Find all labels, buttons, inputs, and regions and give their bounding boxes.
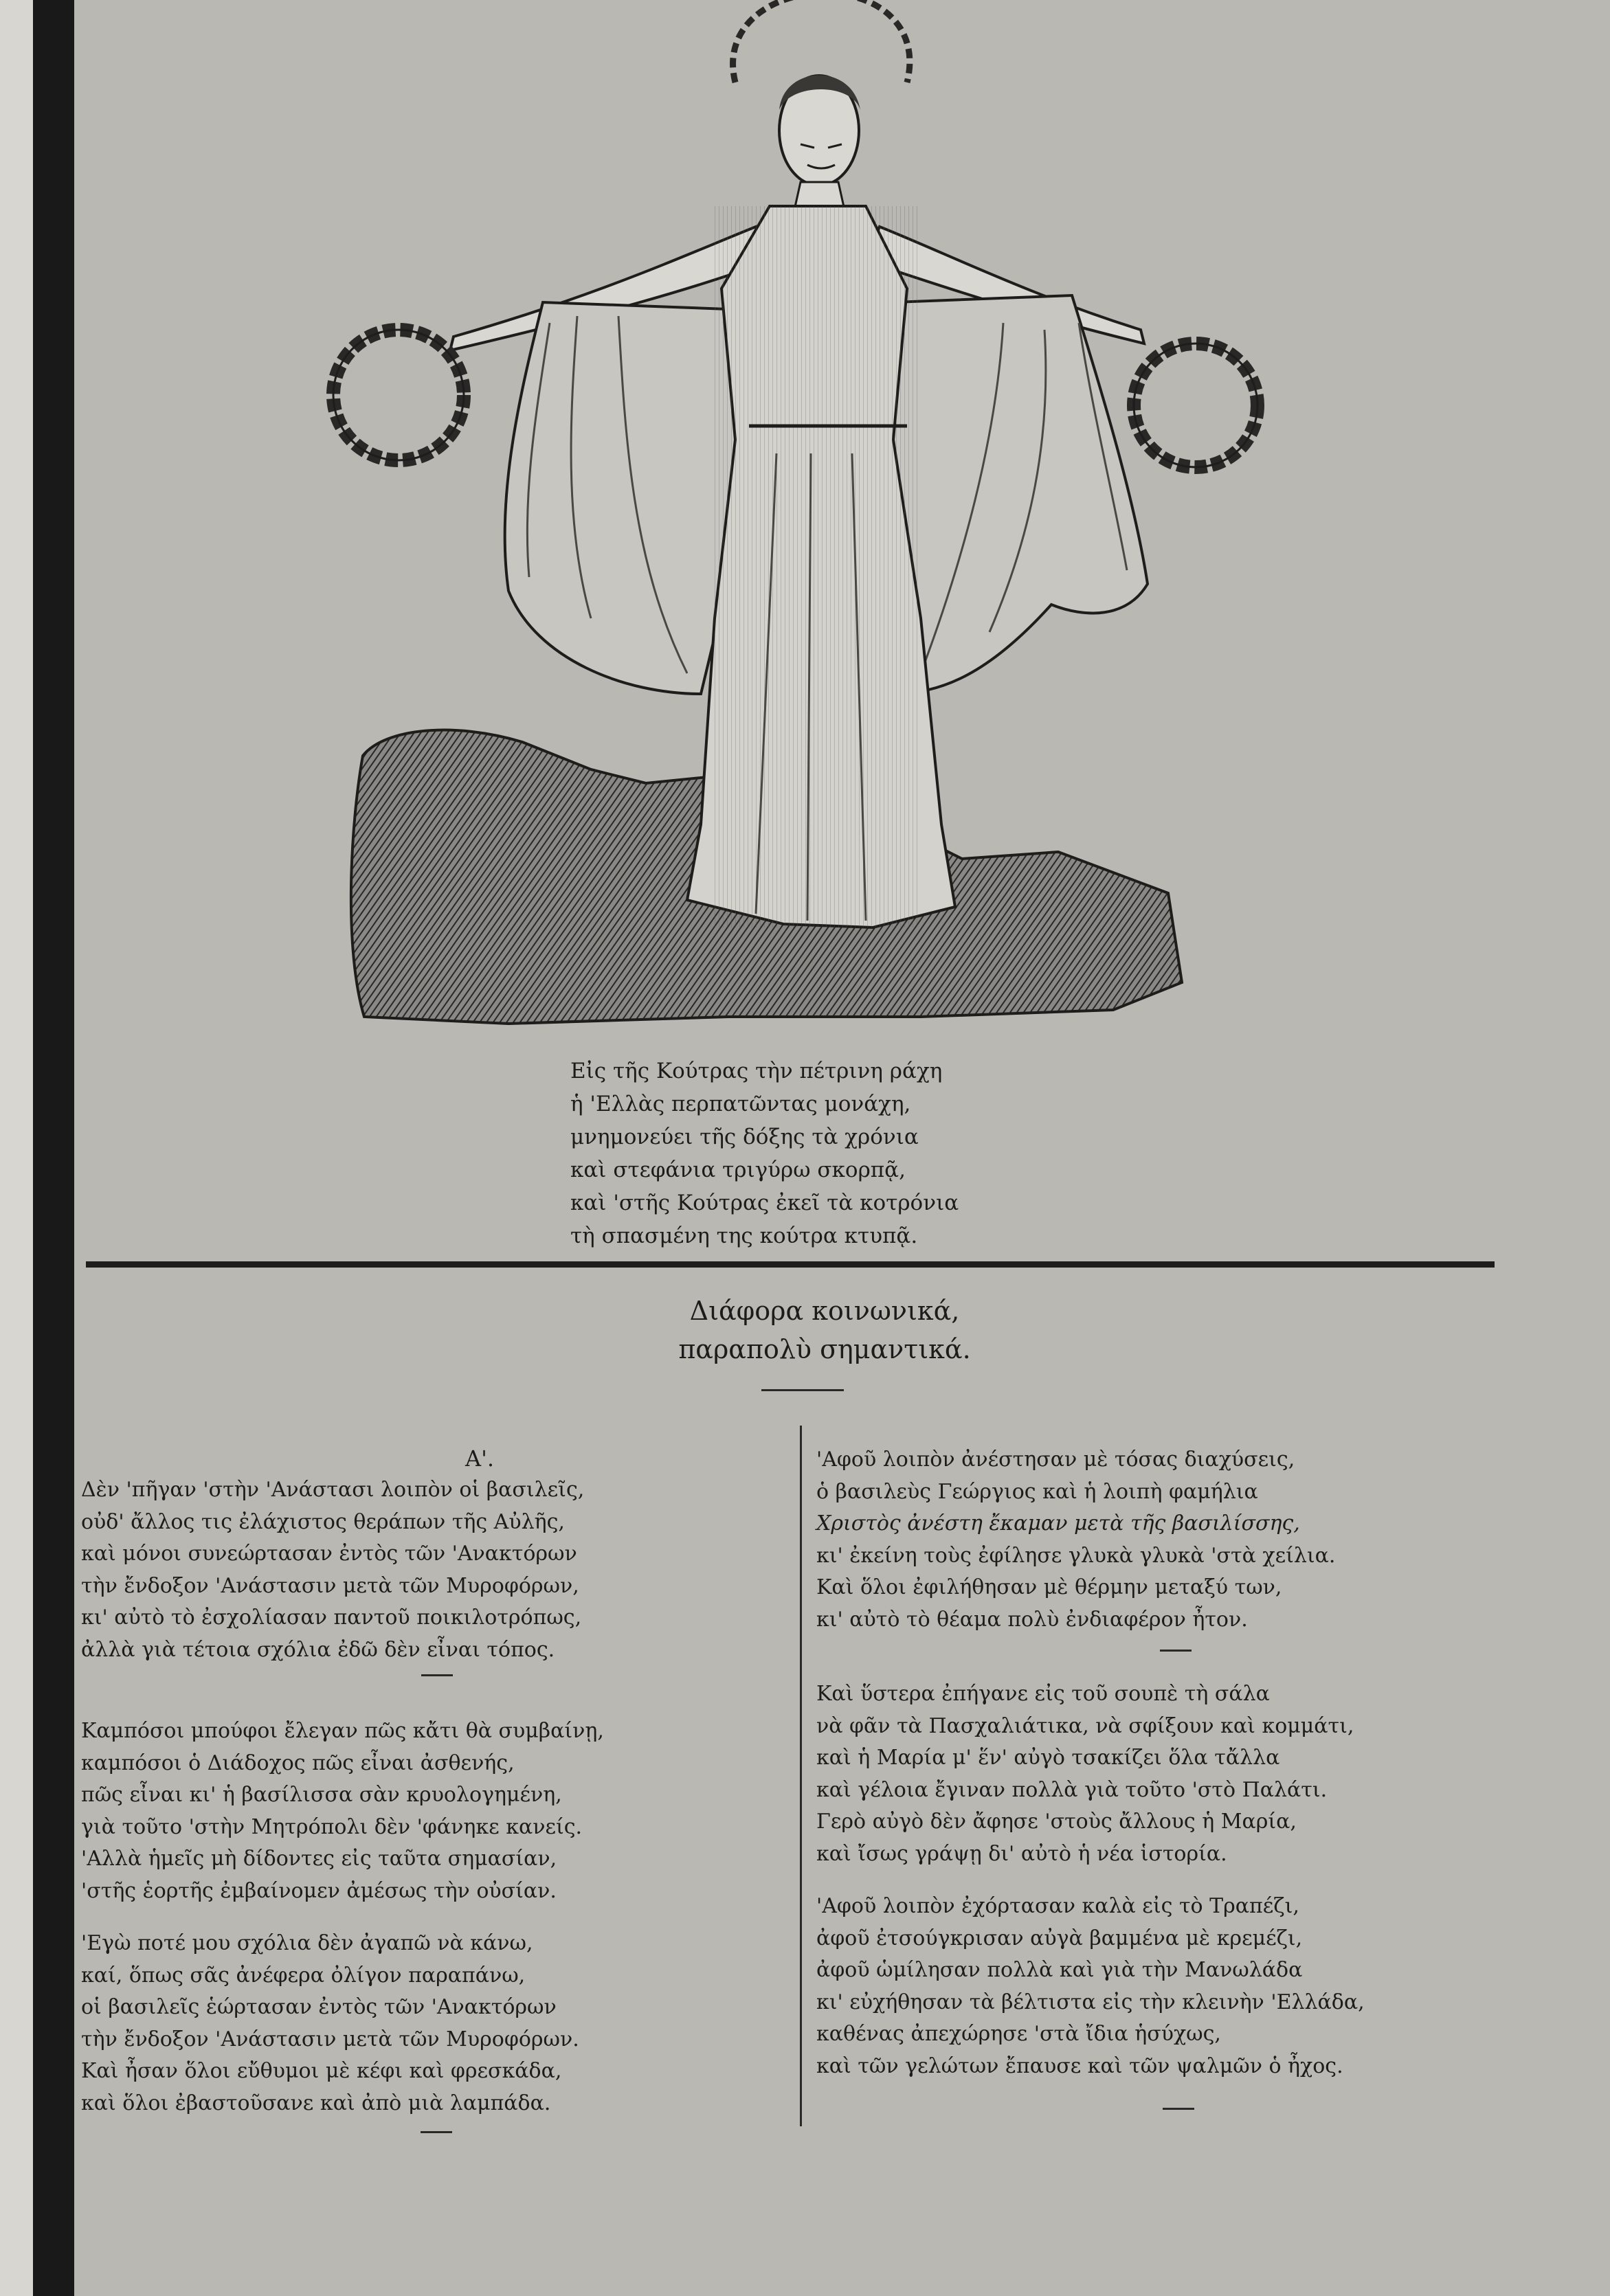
cloak-left (505, 302, 742, 694)
left-column-end-dash (421, 2131, 452, 2133)
verse-line: τὴν ἔνδοξον 'Ανάστασιν μετὰ τῶν Μυροφόρων, (81, 1573, 579, 1598)
verse-line: 'στῆς ἑορτῆς ἐμβαίνομεν ἀμέσως τὴν οὐσίαν. (81, 1878, 557, 1903)
stanza-gap (81, 1907, 782, 1928)
verse-line: Καὶ ἦσαν ὅλοι εὔθυμοι μὲ κέφι καὶ φρεσκάδα, (81, 2059, 562, 2083)
verse-line: καὶ γέλοια ἔγιναν πολλὰ γιὰ τοῦτο 'στὸ Παλάτι. (816, 1777, 1328, 1802)
caption-line: ἡ 'Ελλὰς περπατῶντας μονάχη, (570, 1092, 911, 1116)
verse-line: καὶ τῶν γελώτων ἔπαυσε καὶ τῶν ψαλμῶν ὁ ἦχος. (816, 2053, 1343, 2078)
verse-line: κι' ἐκείνη τοὺς ἐφίλησε γλυκὰ γλυκὰ 'στὰ χείλια. (816, 1543, 1336, 1568)
verse-line: καί, ὅπως σᾶς ἀνέφερα ὀλίγον παραπάνω, (81, 1963, 526, 1988)
stanza-separator (81, 1666, 782, 1715)
poem-caption (570, 1055, 1093, 1252)
horizontal-rule (86, 1261, 1495, 1268)
verse-line: Καὶ ὅλοι ἐφιλήθησαν μὲ θέρμην μεταξύ των, (816, 1575, 1282, 1599)
left-column (81, 1443, 782, 2119)
verse-line: Χριστὸς ἀνέστη ἔκαμαν μετὰ τῆς βασιλίσσης, (816, 1511, 1300, 1535)
verse-line: οὐδ' ἄλλος τις ἐλάχιστος θεράπων τῆς Αὐλῆς, (81, 1509, 565, 1534)
scan-margin (0, 0, 33, 2296)
engraving-hellas-figure (302, 0, 1278, 1031)
verse-line: ἀφοῦ ὡμίλησαν πολλὰ καὶ γιὰ τὴν Μανωλάδα (816, 1958, 1303, 1982)
right-column-end-dash (1163, 2108, 1194, 2110)
heading-underline (761, 1389, 844, 1391)
verse-line: νὰ φᾶν τὰ Πασχαλιάτικα, νὰ σφίξουν καὶ κομμάτι, (816, 1713, 1354, 1738)
verse-line: 'Αφοῦ λοιπὸν ἀνέστησαν μὲ τόσας διαχύσεις, (816, 1448, 1295, 1472)
verse-line: 'Αλλὰ ἡμεῖς μὴ δίδοντες εἰς ταῦτα σημασίαν, (81, 1847, 557, 1871)
verse-line: κι' αὐτὸ τὸ θέαμα πολὺ ἐνδιαφέρον ἦτον. (816, 1607, 1248, 1632)
caption-line: μνημονεύει τῆς δόξης τὰ χρόνια (570, 1125, 919, 1149)
verse-line: γιὰ τοῦτο 'στὴν Μητρόπολι δὲν 'φάνηκε κανείς. (81, 1814, 583, 1839)
verse-line: ἀφοῦ ἐτσούγκρισαν αὐγὰ βαμμένα μὲ κρεμέζι, (816, 1926, 1303, 1950)
halo-wreath (733, 0, 910, 82)
verse-line: κι' εὐχήθησαν τὰ βέλτιστα εἰς τὴν κλεινὴν 'Ελλάδα, (816, 1990, 1365, 2014)
verse-line: τὴν ἔνδοξον 'Ανάστασιν μετὰ τῶν Μυροφόρων. (81, 2027, 579, 2051)
verse-line: 'Εγὼ ποτέ μου σχόλια δὲν ἀγαπῶ νὰ κάνω, (81, 1931, 533, 1955)
column-divider (800, 1426, 802, 2126)
heading-line-1: Διάφορα κοινωνικά, (689, 1296, 960, 1326)
section-label: Α'. (465, 1445, 495, 1472)
verse-line: Καὶ ὕστερα ἐπήγανε εἰς τοῦ σουπὲ τὴ σάλα (816, 1682, 1270, 1706)
verse-line: καὶ ἡ Μαρία μ' ἕν' αὐγὸ τσακίζει ὅλα τἄλλα (816, 1746, 1280, 1770)
stanza-separator (816, 1636, 1531, 1678)
verse-line: Καμπόσοι μπούφοι ἔλεγαν πῶς κἄτι θὰ συμβαίνῃ, (81, 1719, 604, 1743)
verse-line: Δὲν 'πῆγαν 'στὴν 'Ανάστασι λοιπὸν οἱ βασιλεῖς, (81, 1478, 585, 1502)
verse-line: κι' αὐτὸ τὸ ἐσχολίασαν παντοῦ ποικιλοτρόπως, (81, 1606, 582, 1630)
book-binding-edge (33, 0, 74, 2296)
right-column (816, 1444, 1531, 2082)
verse-line: Γερὸ αὐγὸ δὲν ἄφησε 'στοὺς ἄλλους ἡ Μαρία, (816, 1810, 1297, 1834)
heading-line-2: παραπολὺ σημαντικά. (678, 1334, 971, 1364)
verse-line: ἀλλὰ γιὰ τέτοια σχόλια ἐδῶ δὲν εἶναι τόπος. (81, 1637, 555, 1662)
verse-line: καμπόσοι ὁ Διάδοχος πῶς εἶναι ἀσθενής, (81, 1751, 515, 1775)
verse-line: καὶ ὅλοι ἐβαστοῦσανε καὶ ἀπὸ μιὰ λαμπάδα. (81, 2091, 551, 2115)
verse-line: καὶ ἴσως γράψῃ δι' αὐτὸ ἡ νέα ἱστορία. (816, 1841, 1227, 1866)
verse-line: 'Αφοῦ λοιπὸν ἐχόρτασαν καλὰ εἰς τὸ Τραπέζι, (816, 1894, 1299, 1918)
article-heading (605, 1292, 1044, 1369)
caption-line: τὴ σπασμένη της κούτρα κτυπᾷ. (570, 1224, 918, 1248)
caption-line: καὶ 'στῆς Κούτρας ἐκεῖ τὰ κοτρόνια (570, 1191, 959, 1215)
stanza-gap (816, 1870, 1531, 1891)
verse-line: καθένας ἀπεχώρησε 'στὰ ἴδια ἡσύχως, (816, 2022, 1221, 2046)
verse-line: ὁ βασιλεὺς Γεώργιος καὶ ἡ λοιπὴ φαμήλια (816, 1479, 1258, 1504)
caption-line: καὶ στεφάνια τριγύρω σκορπᾷ, (570, 1158, 906, 1182)
verse-line: πῶς εἶναι κι' ἡ βασίλισσα σὰν κρυολογημένη, (81, 1783, 562, 1807)
verse-line: καὶ μόνοι συνεώρτασαν ἐντὸς τῶν 'Ανακτόρων (81, 1542, 577, 1566)
verse-line: οἱ βασιλεῖς ἑώρτασαν ἐντὸς τῶν 'Ανακτόρων (81, 1995, 557, 2019)
caption-line: Εἰς τῆς Κούτρας τὴν πέτρινη ράχη (570, 1059, 943, 1083)
